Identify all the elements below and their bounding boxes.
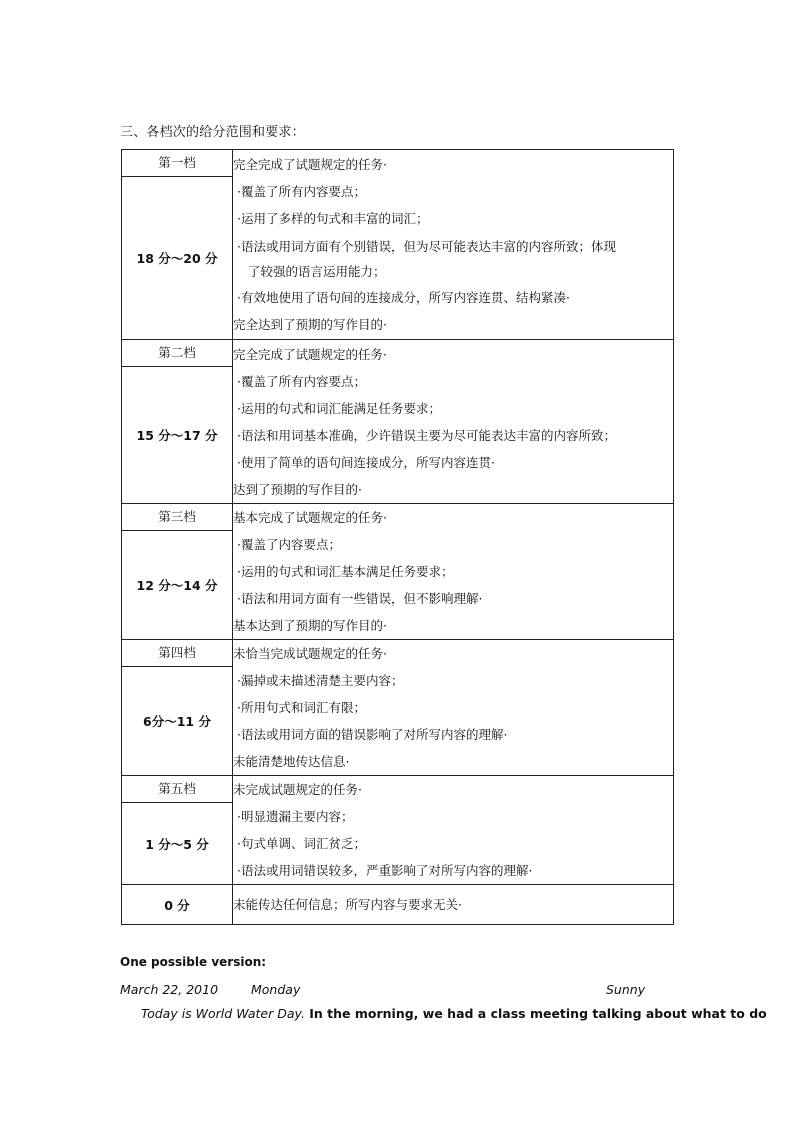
band-4-line-3: ·语法或用词方面的错误影响了对所写内容的理解· bbox=[237, 727, 508, 742]
passage-bold: In the morning, we had a class meeting talking about what to do bbox=[304, 1006, 767, 1021]
band-2-last: 达到了预期的写作目的· bbox=[233, 481, 362, 497]
band-2-label: 第二档 bbox=[122, 340, 233, 367]
band-zero-range: 0 分 bbox=[122, 885, 233, 925]
band-1-last: 完全达到了预期的写作目的· bbox=[233, 317, 387, 332]
band-3-last: 基本达到了预期的写作目的· bbox=[233, 618, 387, 633]
band-5-line-1: ·明显遗漏主要内容； bbox=[237, 809, 354, 824]
band-4-first: 未恰当完成试题规定的任务· bbox=[233, 646, 387, 661]
band-2-line-3: ·语法和用词基本准确，少许错误主要为尽可能表达丰富的内容所致； bbox=[237, 427, 616, 443]
band-1-first: 完全完成了试题规定的任务· bbox=[233, 157, 387, 172]
band-2-line-1: ·覆盖了所有内容要点； bbox=[237, 373, 366, 389]
band-3-label: 第三档 bbox=[122, 504, 233, 531]
band-1-line-1: ·覆盖了所有内容要点； bbox=[237, 184, 366, 199]
band-3-line-3: ·语法和用词方面有一些错误，但不影响理解· bbox=[237, 591, 483, 606]
grading-table bbox=[121, 149, 674, 925]
band-4-criteria bbox=[233, 640, 674, 776]
band-2-range: 15 分～17 分 bbox=[122, 367, 233, 504]
band-5-range: 1 分～5 分 bbox=[122, 803, 233, 885]
band-1-line-4: ·有效地使用了语句间的连接成分，所写内容连贯、结构紧凑· bbox=[237, 290, 570, 305]
band-5-line-2: ·句式单调、词汇贫乏； bbox=[237, 836, 366, 851]
band-3-line-1: ·覆盖了内容要点； bbox=[237, 537, 341, 552]
band-4-last: 未能清楚地传达信息· bbox=[233, 754, 350, 769]
band-3-line-2: ·运用的句式和词汇基本满足任务要求； bbox=[237, 564, 454, 579]
band-2-criteria bbox=[233, 340, 674, 504]
band-4-label: 第四档 bbox=[122, 640, 233, 667]
band-4-line-1: ·漏掉或未描述清楚主要内容； bbox=[237, 673, 404, 688]
band-5-line-3: ·语法或用词错误较多，严重影响了对所写内容的理解· bbox=[237, 863, 533, 878]
band-1-criteria bbox=[233, 150, 674, 340]
band-zero-desc: 未能传达任何信息；所写内容与要求无关· bbox=[233, 896, 462, 912]
version-title: One possible version: bbox=[120, 955, 267, 969]
band-2-first: 完全完成了试题规定的任务· bbox=[233, 346, 387, 362]
passage-italic: Today is World Water Day. bbox=[141, 1006, 305, 1021]
band-zero-criteria bbox=[233, 885, 674, 925]
band-5-first: 未完成试题规定的任务· bbox=[233, 782, 362, 797]
essay-passage bbox=[141, 1006, 767, 1021]
band-1-header-row bbox=[122, 150, 674, 177]
band-1-label: 第一档 bbox=[122, 150, 233, 177]
band-3-first: 基本完成了试题规定的任务· bbox=[233, 510, 387, 525]
section-heading: 三、各档次的给分范围和要求： bbox=[120, 125, 305, 140]
diary-date: March 22, 2010 bbox=[120, 982, 219, 997]
band-1-line-3: ·语法或用词方面有个别错误，但为尽可能表达丰富的内容所致；体现 bbox=[237, 239, 616, 254]
band-1-line-2: ·运用了多样的句式和丰富的词汇； bbox=[237, 211, 429, 226]
band-4-line-2: ·所用句式和词汇有限； bbox=[237, 700, 366, 715]
band-2-line-4: ·使用了简单的语句间连接成分，所写内容连贯· bbox=[237, 454, 495, 470]
band-1-line-3-cont: 了较强的语言运用能力； bbox=[248, 264, 386, 279]
band-2-line-2: ·运用的句式和词汇能满足任务要求； bbox=[237, 400, 441, 416]
diary-day: Monday bbox=[251, 982, 301, 997]
band-5-label: 第五档 bbox=[122, 776, 233, 803]
diary-weather: Sunny bbox=[606, 982, 646, 997]
band-5-criteria bbox=[233, 776, 674, 885]
band-1-range: 18 分～20 分 bbox=[122, 177, 233, 340]
band-4-range: 6分～11 分 bbox=[122, 667, 233, 776]
band-3-range: 12 分～14 分 bbox=[122, 531, 233, 640]
band-3-criteria bbox=[233, 504, 674, 640]
